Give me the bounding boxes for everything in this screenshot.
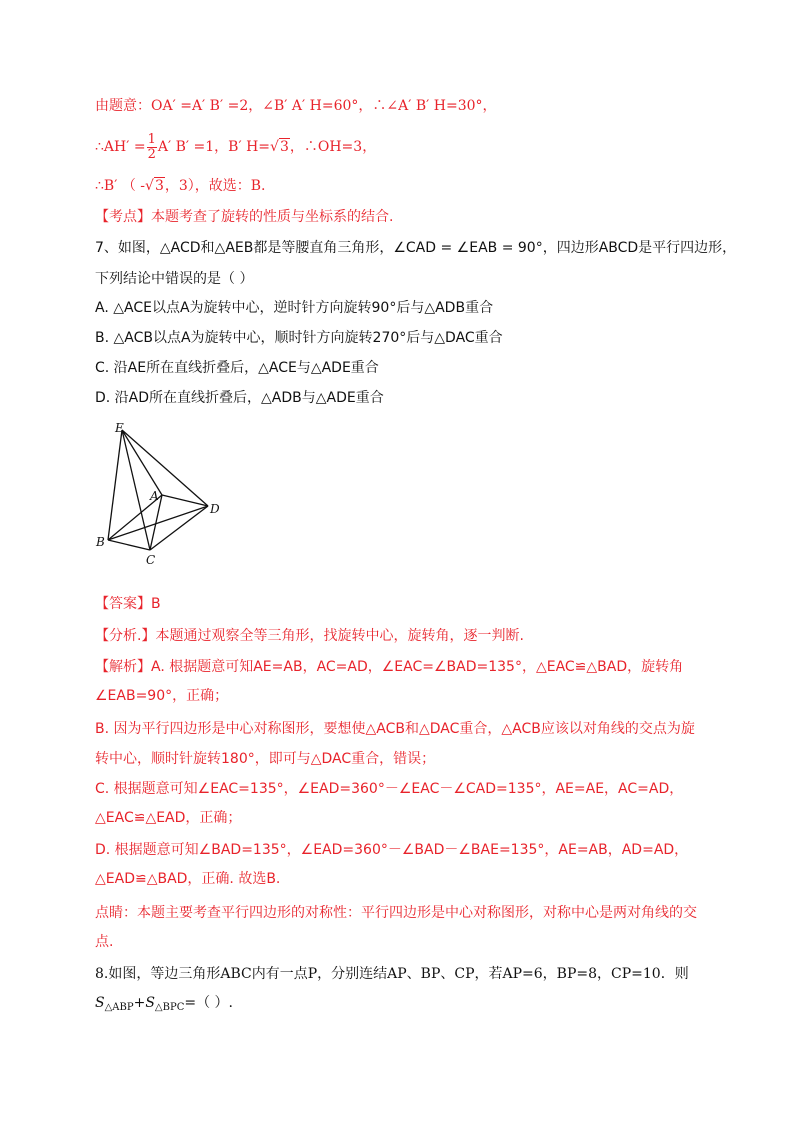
jiexi-line-2: ∠EAB=90°，正确；: [95, 688, 229, 704]
subscript-abp: △ABP: [104, 1002, 134, 1013]
plus-sign: +: [133, 995, 146, 1011]
option-b-explain-2: 转中心，顺时针旋转180°，即可与△DAC重合，错误；: [95, 751, 436, 767]
q7-option-b: B. △ACB以点A为旋转中心，顺时针方向旋转270°后与△DAC重合: [95, 330, 503, 346]
dianjing-line-2: 点.: [95, 934, 114, 950]
subscript-bpc: △BPC: [154, 1002, 185, 1013]
option-c-explain-1: C. 根据题意可知∠EAC=135°，∠EAD=360°－∠EAC－∠CAD=135°，AE=AE，AC=AD，: [95, 781, 684, 797]
label-E: E: [115, 421, 124, 435]
q7-option-a: A. △ACE以点A为旋转中心，逆时针方向旋转90°后与△ADB重合: [95, 300, 494, 316]
segment-ED: [122, 430, 208, 506]
top-line-3-post: ，3），故选：B.: [164, 178, 266, 194]
q7-option-d: D. 沿AD所在直线折叠后，△ADB与△ADE重合: [95, 390, 384, 406]
dianjing-line-1: 点睛：本题主要考查平行四边形的对称性：平行四边形是中心对称图形，对称中心是两对角线的交: [95, 905, 697, 921]
option-d-explain-2: △EAD≌△BAD，正确. 故选B.: [95, 871, 281, 887]
top-line-3-pre: ∴B′ （ -: [95, 178, 146, 194]
frac-numerator: 1: [147, 131, 156, 147]
s-letter-2: S: [145, 995, 155, 1011]
sqrt-3: √3: [270, 139, 289, 155]
label-D: D: [210, 502, 220, 516]
q7-stem-line-1: 7、如图，△ACD和△AEB都是等腰直角三角形，∠CAD = ∠EAB = 90°，四边形ABCD是平行四边形，: [95, 240, 737, 256]
segment-EB: [108, 430, 122, 540]
q8-stem-line-1: 8.如图，等边三角形ABC内有一点P，分别连结AP、BP、CP，若AP=6，BP=8，CP=10．则: [95, 966, 689, 982]
top-line-2: [95, 132, 376, 162]
q7-geometry-figure: [88, 420, 228, 570]
label-B: B: [96, 535, 105, 549]
segment-EA: [122, 430, 162, 495]
label-C: C: [146, 553, 156, 567]
frac-denominator: 2: [147, 146, 156, 162]
jiexi-line-1: 【解析】A. 根据题意可知AE=AB，AC=AD，∠EAC=∠BAD=135°，△EAC≌△BAD，旋转角: [95, 659, 684, 675]
label-A: A: [150, 489, 159, 503]
top-line-2-pre: ∴AH′ =: [95, 139, 146, 155]
sqrt-radicand: 3: [279, 139, 289, 155]
kaodian-note: 【考点】本题考查了旋转的性质与坐标系的结合.: [95, 209, 394, 225]
option-c-explain-2: △EAC≌△EAD，正确；: [95, 810, 242, 826]
top-line-2-mid: A′ B′ =1，B′ H=: [157, 139, 271, 155]
q7-option-c: C. 沿AE所在直线折叠后，△ACE与△ADE重合: [95, 360, 379, 376]
top-line-1: 由题意：OA′ =A′ B′ =2，∠B′ A′ H=60°，∴∠A′ B′ H=30°，: [95, 98, 497, 114]
top-line-3: [95, 176, 266, 196]
q8-stem-line-2: [95, 993, 233, 1018]
answer: 【答案】B: [95, 596, 161, 612]
option-d-explain-1: D. 根据题意可知∠BAD=135°，∠EAD=360°－∠BAD－∠BAE=135°，AE=AB，AD=AD，: [95, 842, 689, 858]
segment-EC: [122, 430, 150, 550]
segment-BC: [108, 540, 150, 550]
top-line-2-post: ，∴OH=3，: [289, 139, 377, 155]
option-b-explain-1: B. 因为平行四边形是中心对称图形，要想使△ACB和△DAC重合，△ACB应该以对角线的交点为旋: [95, 721, 695, 737]
sqrt-radicand-b: 3: [154, 178, 164, 194]
s-letter-1: S: [95, 995, 105, 1011]
q8-tail: =（ ）.: [184, 995, 233, 1011]
fraction-one-half: [147, 133, 157, 162]
q7-stem-line-2: 下列结论中错误的是（ ）: [95, 271, 254, 287]
analysis: 【分析.】本题通过观察全等三角形，找旋转中心，旋转角，逐一判断.: [95, 628, 524, 644]
sqrt-3-b: √3: [145, 178, 164, 194]
